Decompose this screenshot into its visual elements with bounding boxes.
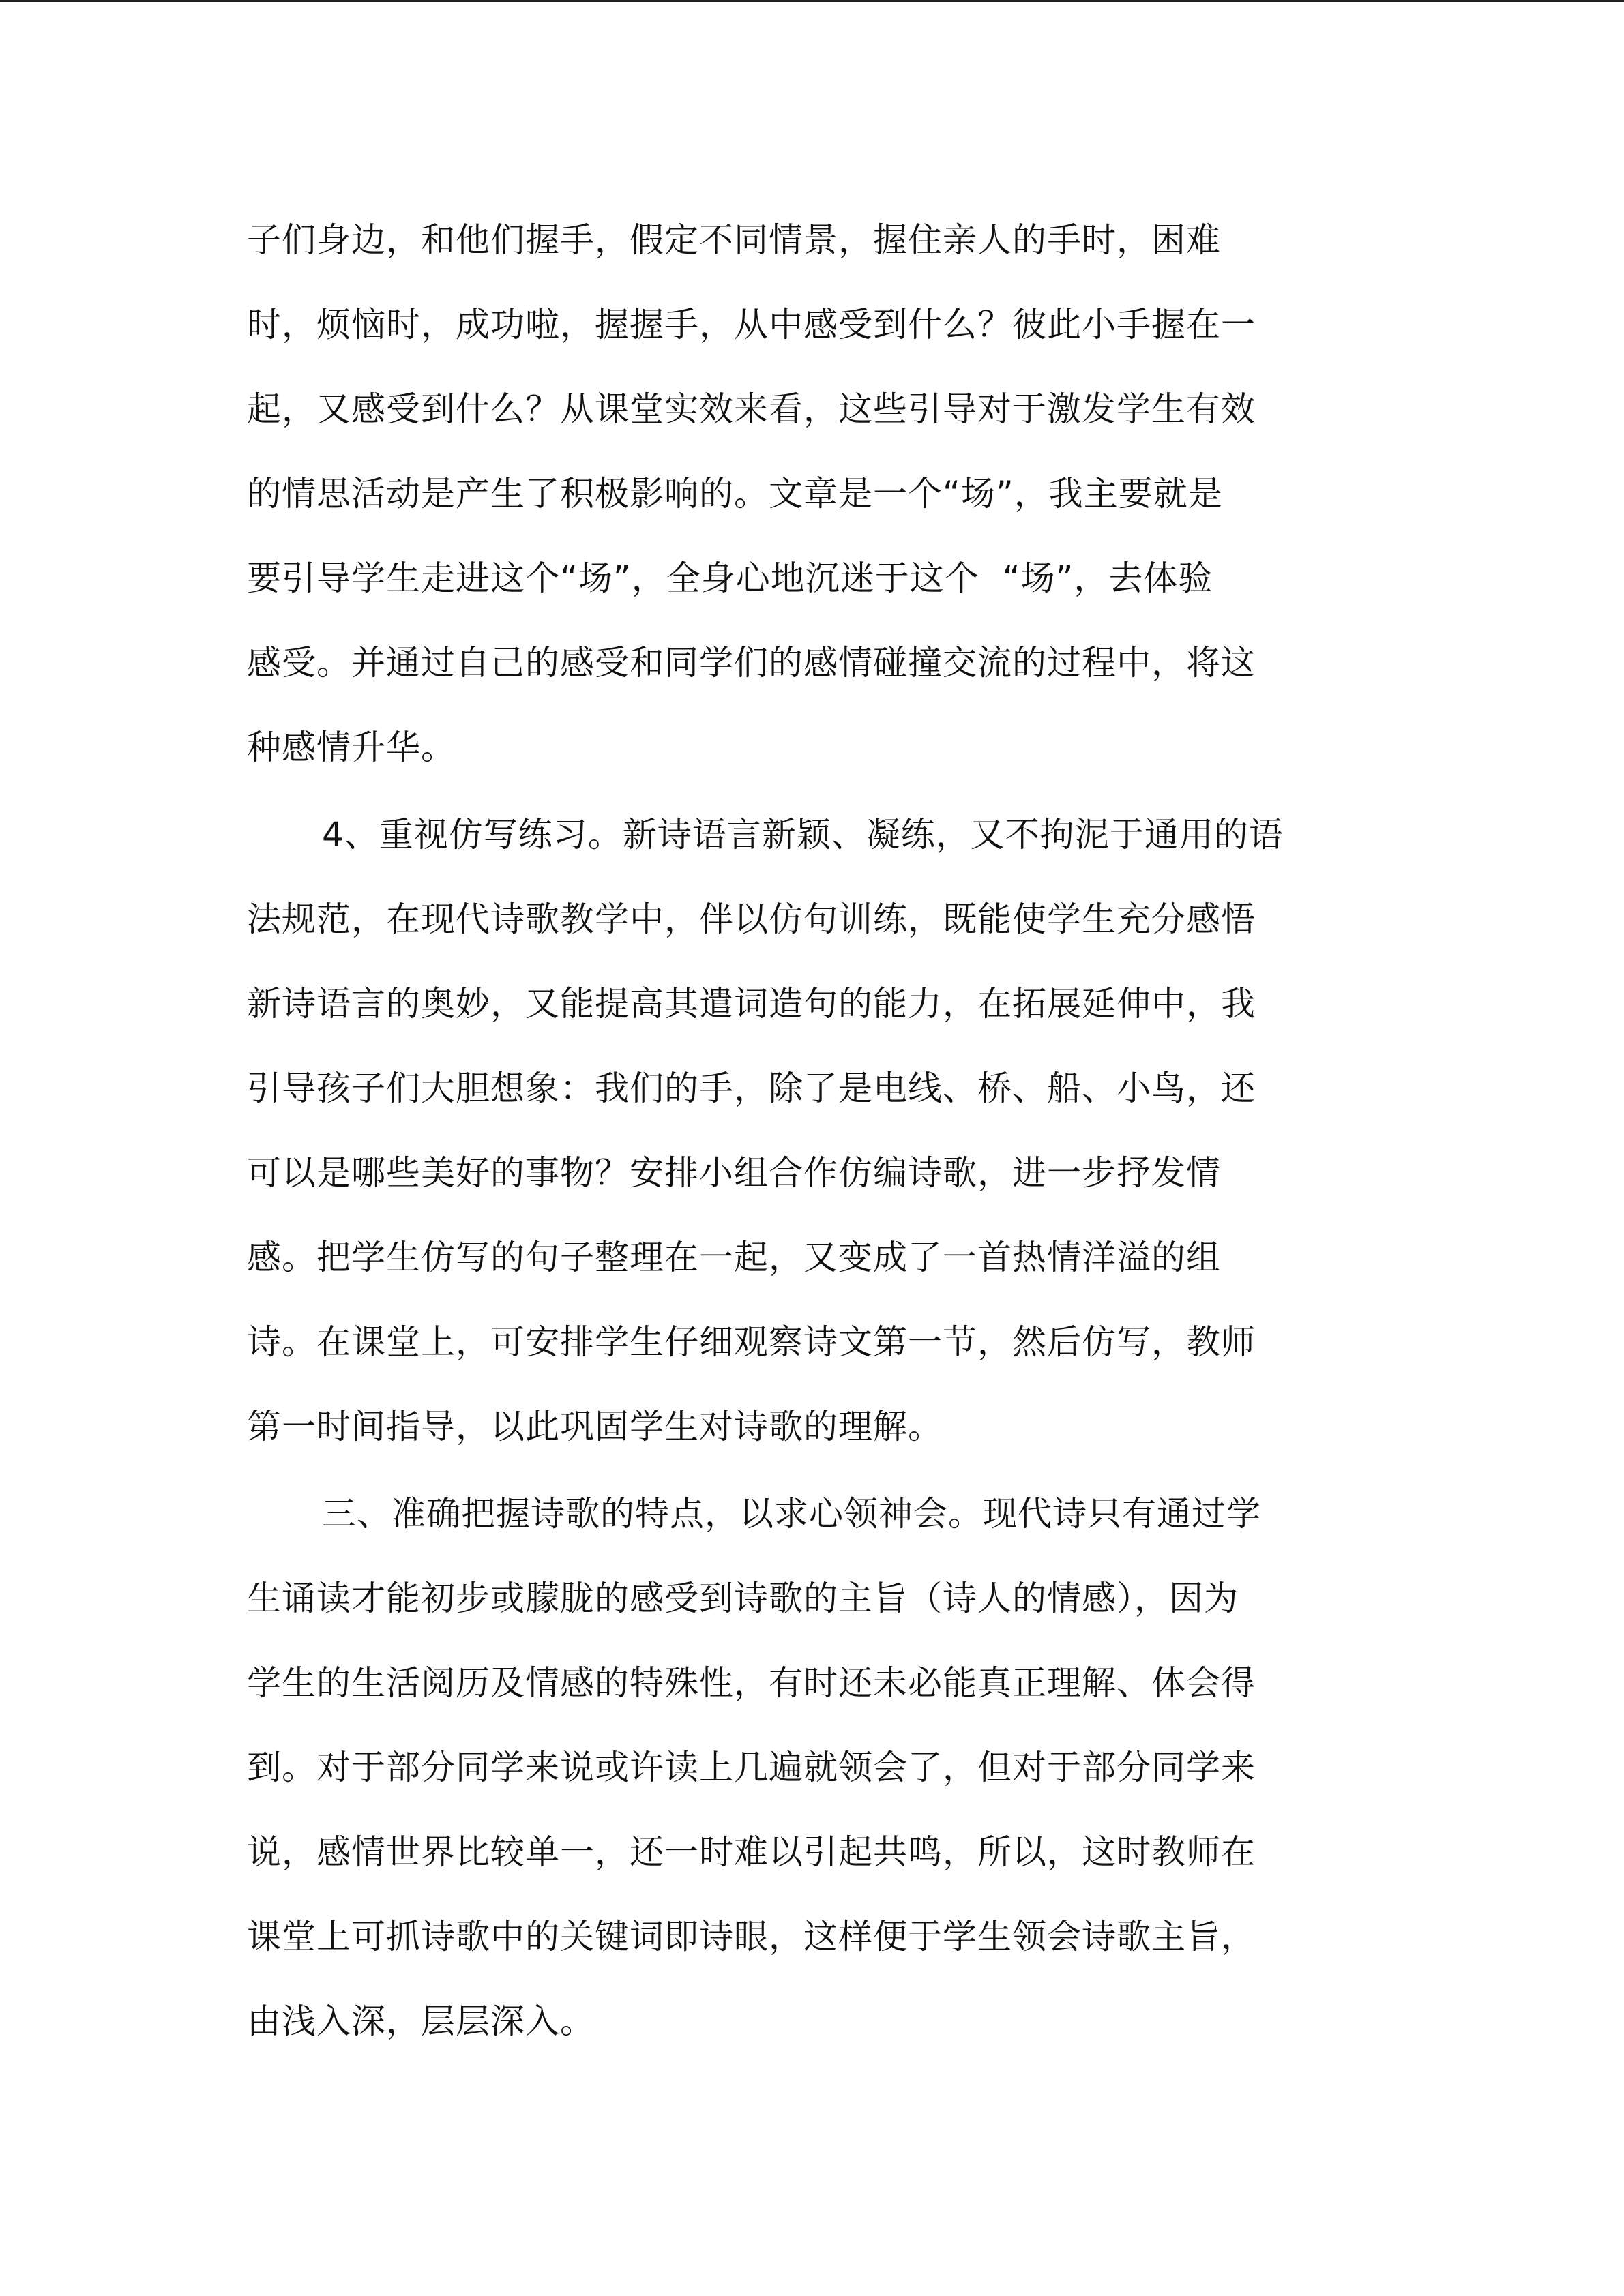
- text-line: 法规范，在现代诗歌教学中，伴以仿句训练，既能使学生充分感悟: [247, 899, 1256, 939]
- text-line: 感受。并通过自己的感受和同学们的感情碰撞交流的过程中，将这: [247, 643, 1256, 683]
- text-line: 的情思活动是产生了积极影响的。文章是一个“场”，我主要就是: [247, 474, 1223, 513]
- text-line: 子们身边，和他们握手，假定不同情景，握住亲人的手时，困难: [247, 220, 1221, 260]
- text-line: 新诗语言的奥妙，又能提高其遣词造句的能力，在拓展延伸中，我: [247, 984, 1256, 1024]
- text-line: 第一时间指导，以此巩固学生对诗歌的理解。: [247, 1407, 943, 1446]
- text-line: 生诵读才能初步或朦胧的感受到诗歌的主旨（诗人的情感），因为: [247, 1579, 1239, 1618]
- text-line: 引导孩子们大胆想象：我们的手，除了是电线、桥、船、小鸟，还: [247, 1069, 1256, 1108]
- text-line: 起，又感受到什么？从课堂实效来看，这些引导对于激发学生有效: [247, 389, 1256, 429]
- text-line: 学生的生活阅历及情感的特殊性，有时还未必能真正理解、体会得: [247, 1663, 1256, 1703]
- top-border-rule: [0, 0, 1624, 2]
- text-line: 要引导学生走进这个“场”，全身心地沉迷于这个 “场”，去体验: [247, 558, 1213, 598]
- paragraph-first-line: 三、准确把握诗歌的特点，以求心领神会。现代诗只有通过学: [322, 1494, 1261, 1534]
- text-line: 感。把学生仿写的句子整理在一起，又变成了一首热情洋溢的组: [247, 1238, 1221, 1277]
- text-line: 课堂上可抓诗歌中的关键词即诗眼，这样便于学生领会诗歌主旨，: [247, 1917, 1256, 1956]
- text-line: 说，感情世界比较单一，还一时难以引起共鸣，所以，这时教师在: [247, 1832, 1256, 1872]
- text-line: 诗。在课堂上，可安排学生仔细观察诗文第一节，然后仿写，教师: [247, 1322, 1256, 1362]
- paragraph-first-line: 4、重视仿写练习。新诗语言新颖、凝练，又不拘泥于通用的语: [322, 815, 1284, 854]
- text-line: 种感情升华。: [247, 728, 456, 767]
- text-line: 到。对于部分同学来说或许读上几遍就领会了，但对于部分同学来: [247, 1748, 1256, 1787]
- text-line: 由浅入深，层层深入。: [247, 2001, 595, 2041]
- text-line: 可以是哪些美好的事物？安排小组合作仿编诗歌，进一步抒发情: [247, 1153, 1221, 1193]
- text-line: 时，烦恼时，成功啦，握握手，从中感受到什么？彼此小手握在一: [247, 305, 1256, 344]
